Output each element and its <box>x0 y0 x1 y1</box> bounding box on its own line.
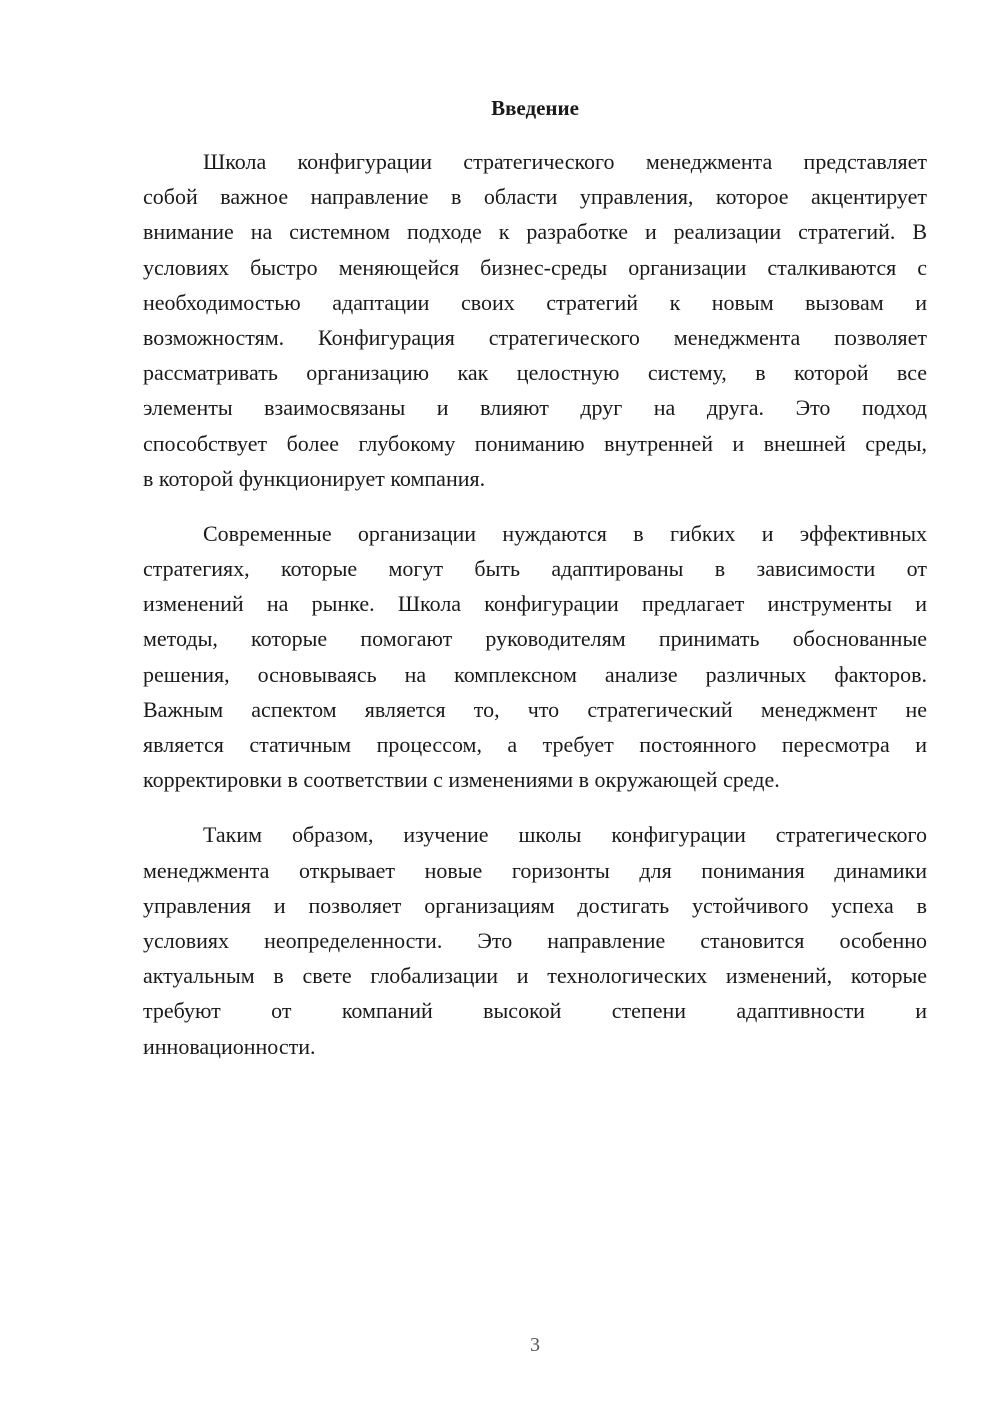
text-line: изменений на рынке. Школа конфигурации предлагает инструменты и <box>143 591 927 617</box>
text-line: в которой функционирует компания. <box>143 465 486 491</box>
page-number: 3 <box>530 1334 540 1356</box>
paragraph <box>143 817 927 1063</box>
page-title: Введение <box>491 96 579 120</box>
text-line: необходимостью адаптации своих стратегий к новым вызовам и <box>143 289 927 315</box>
paragraph <box>143 144 927 496</box>
text-line: решения, основываясь на комплексном анализе различных факторов. <box>143 661 927 687</box>
text-line: является статичным процессом, а требует постоянного пересмотра и <box>143 732 927 757</box>
text-line: менеджмента открывает новые горизонты для понимания динамики <box>143 857 927 883</box>
text-line: инновационности. <box>143 1033 316 1059</box>
text-line: методы, которые помогают руководителям принимать обоснованные <box>143 626 927 652</box>
text-line: рассматривать организацию как целостную систему, в которой все <box>143 360 927 386</box>
text-line: Современные организации нуждаются в гибких и эффективных <box>203 520 927 546</box>
text-line: условиях неопределенности. Это направление становится особенно <box>143 927 927 953</box>
text-line: внимание на системном подходе к разработке и реализации стратегий. В <box>143 219 927 245</box>
document-body <box>143 144 927 1084</box>
text-line: собой важное направление в области управления, которое акцентирует <box>143 184 927 210</box>
text-line: условиях быстро меняющейся бизнес-среды организации сталкиваются с <box>143 254 927 280</box>
text-line: Важным аспектом является то, что стратегический менеджмент не <box>143 696 927 722</box>
text-line: элементы взаимосвязаны и влияют друг на друга. Это подход <box>143 395 927 421</box>
paragraph <box>143 516 927 798</box>
text-line: стратегиях, которые могут быть адаптированы в зависимости от <box>143 556 927 582</box>
text-line: требуют от компаний высокой степени адаптивности и <box>143 998 927 1024</box>
text-line: способствует более глубокому пониманию внутренней и внешней среды, <box>143 430 927 456</box>
text-line: возможностям. Конфигурация стратегического менеджмента позволяет <box>143 324 927 350</box>
text-line: актуальным в свете глобализации и технологических изменений, которые <box>143 963 927 989</box>
text-line: Таким образом, изучение школы конфигурации стратегического <box>203 822 927 848</box>
text-line: Школа конфигурации стратегического менеджмента представляет <box>203 149 927 174</box>
text-line: корректировки в соответствии с изменениями в окружающей среде. <box>143 767 780 793</box>
text-line: управления и позволяет организациям достигать устойчивого успеха в <box>143 892 927 918</box>
